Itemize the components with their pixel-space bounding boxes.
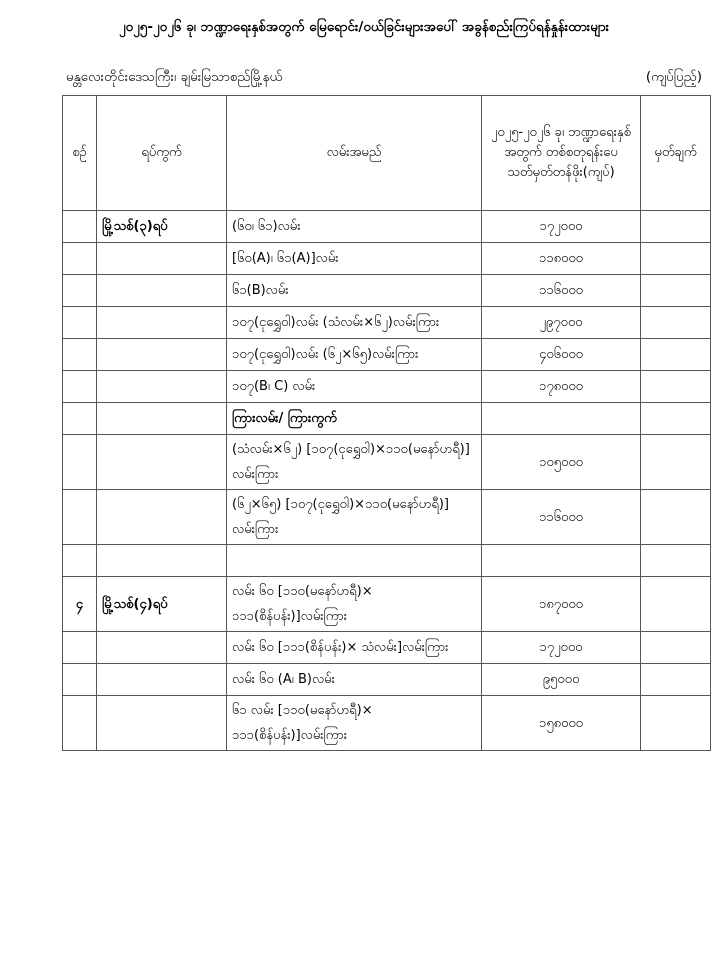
rate-table <box>62 95 711 751</box>
cell-remark <box>641 545 711 577</box>
cell-value: ၁၀၅၀၀၀ <box>482 435 641 490</box>
cell-remark <box>641 307 711 339</box>
cell-ward <box>97 545 227 577</box>
cell-remark <box>641 664 711 696</box>
table-row <box>63 243 711 275</box>
cell-street: [၆၀(A)၊ ၆၁(A)]လမ်း <box>227 243 482 275</box>
cell-value: ၁၈၇၀၀၀ <box>482 577 641 632</box>
cell-ward <box>97 664 227 696</box>
cell-street: (၆၂×၆၅) [၁၀၇(ငုရွှေဝါ)×၁၁၀(မနော်ဟရီ)] လမ်းကြား <box>227 490 482 545</box>
cell-street: လမ်း ၆၀ [၁၁၁(စိန်ပန်း)× သံလမ်း]လမ်းကြား <box>227 632 482 664</box>
table-header-row <box>63 96 711 211</box>
cell-remark <box>641 211 711 243</box>
cell-no <box>63 632 97 664</box>
cell-ward <box>97 403 227 435</box>
unit-label: (ကျပ်ပြည့်) <box>645 69 702 85</box>
region-label: မန္တလေးတိုင်းဒေသကြီး၊ ချမ်းမြသာစည်မြို့နယ် <box>66 69 283 85</box>
cell-value: ၁၁၈၀၀၀ <box>482 243 641 275</box>
header-no: စဉ် <box>63 96 97 211</box>
cell-value <box>482 545 641 577</box>
cell-ward <box>97 632 227 664</box>
cell-value: ၁၁၆၀၀၀ <box>482 275 641 307</box>
cell-street: လမ်း ၆၀ [၁၁၀(မနော်ဟရီ)× ၁၁၁(စိန်ပန်း)]လမ်းကြား <box>227 577 482 632</box>
cell-street <box>227 545 482 577</box>
cell-remark <box>641 696 711 751</box>
cell-ward <box>97 371 227 403</box>
cell-value: ၁၅၈၀၀၀ <box>482 696 641 751</box>
cell-street: ၁၀၇(B၊ C) လမ်း <box>227 371 482 403</box>
table-row <box>63 490 711 545</box>
cell-remark <box>641 435 711 490</box>
cell-ward <box>97 275 227 307</box>
cell-street: (၆၀၊ ၆၁)လမ်း <box>227 211 482 243</box>
table-row <box>63 545 711 577</box>
cell-remark <box>641 490 711 545</box>
cell-street: ၆၁ လမ်း [၁၁၀(မနော်ဟရီ)× ၁၁၁(စိန်ပန်း)]လမ်းကြား <box>227 696 482 751</box>
cell-no <box>63 696 97 751</box>
cell-value: ၂၉၇၀၀၀ <box>482 307 641 339</box>
cell-ward <box>97 435 227 490</box>
cell-remark <box>641 632 711 664</box>
table-row <box>63 307 711 339</box>
cell-no <box>63 490 97 545</box>
cell-street: (သံလမ်း×၆၂) [၁၀၇(ငုရွှေဝါ)×၁၁၀(မနော်ဟရီ)] လမ်းကြား <box>227 435 482 490</box>
table-row <box>63 211 711 243</box>
cell-value: ၁၁၆၀၀၀ <box>482 490 641 545</box>
table-row <box>63 371 711 403</box>
cell-no <box>63 545 97 577</box>
table-row <box>63 696 711 751</box>
cell-ward <box>97 490 227 545</box>
cell-ward: မြို့သစ်(၃)ရပ် <box>97 211 227 243</box>
header-ward: ရပ်ကွက် <box>97 96 227 211</box>
cell-street: ၁၀၇(ငုရွှေဝါ)လမ်း (သံလမ်း×၆၂)လမ်းကြား <box>227 307 482 339</box>
cell-remark <box>641 275 711 307</box>
cell-ward: မြို့သစ်(၄)ရပ် <box>97 577 227 632</box>
cell-ward <box>97 243 227 275</box>
cell-no <box>63 243 97 275</box>
cell-no <box>63 435 97 490</box>
document-title: ၂၀၂၅-၂၀၂၆ ခု၊ ဘဏ္ဍာရေးနှစ်အတွက် မြေရောင်း/ဝယ်ခြင်းများအပေါ် အခွန်စည်းကြပ်ရန်နှုန်းထားများ <box>118 19 610 35</box>
cell-remark <box>641 339 711 371</box>
cell-street: ၆၁(B)လမ်း <box>227 275 482 307</box>
cell-no <box>63 275 97 307</box>
cell-value <box>482 403 641 435</box>
header-remark: မှတ်ချက် <box>641 96 711 211</box>
cell-no <box>63 664 97 696</box>
cell-value: ၉၅၀၀၀ <box>482 664 641 696</box>
cell-no <box>63 211 97 243</box>
cell-value: ၄၀၆၀၀၀ <box>482 339 641 371</box>
table-row <box>63 435 711 490</box>
header-value: ၂၀၂၅-၂၀၂၆ ခု၊ ဘဏ္ဍာရေးနှစ်အတွက် တစ်စတုရန်းပေ သတ်မှတ်တန်ဖိုး(ကျပ်) <box>482 96 641 211</box>
table-row <box>63 275 711 307</box>
header-street: လမ်းအမည် <box>227 96 482 211</box>
cell-street: ၁၀၇(ငုရွှေဝါ)လမ်း (၆၂×၆၅)လမ်းကြား <box>227 339 482 371</box>
table-row <box>63 664 711 696</box>
cell-street-section-heading: ကြားလမ်း/ ကြားကွက် <box>227 403 482 435</box>
cell-no <box>63 339 97 371</box>
cell-street: လမ်း ၆၀ (A၊ B)လမ်း <box>227 664 482 696</box>
cell-remark <box>641 403 711 435</box>
cell-value: ၁၇၂၀၀၀ <box>482 632 641 664</box>
cell-no <box>63 371 97 403</box>
table-row <box>63 339 711 371</box>
cell-ward <box>97 696 227 751</box>
cell-value: ၁၇၂၀၀၀ <box>482 211 641 243</box>
cell-no <box>63 307 97 339</box>
table-row <box>63 403 711 435</box>
table-row <box>63 632 711 664</box>
cell-value: ၁၇၈၀၀၀ <box>482 371 641 403</box>
table-row <box>63 577 711 632</box>
cell-no <box>63 403 97 435</box>
cell-ward <box>97 307 227 339</box>
cell-remark <box>641 371 711 403</box>
cell-remark <box>641 577 711 632</box>
cell-remark <box>641 243 711 275</box>
cell-no: ၄ <box>63 577 97 632</box>
cell-ward <box>97 339 227 371</box>
